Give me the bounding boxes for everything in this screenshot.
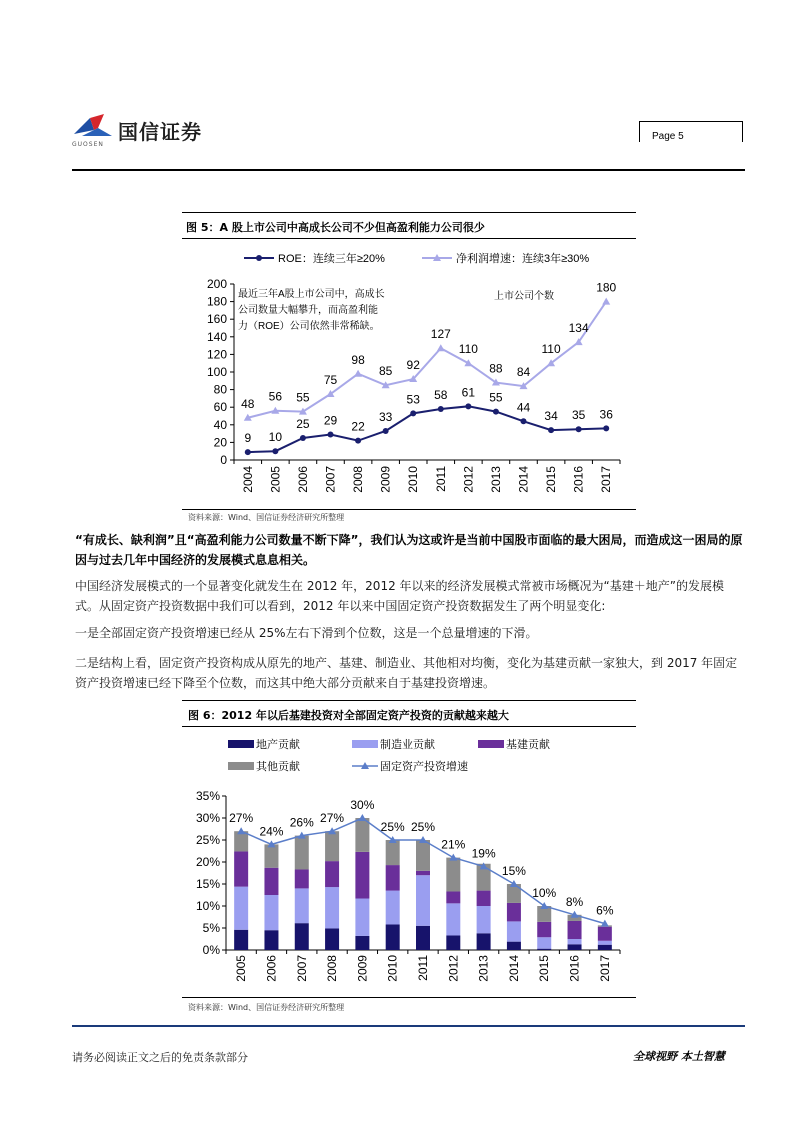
growth-data-label: 88 bbox=[489, 361, 503, 376]
x-tick-label: 2004 bbox=[240, 466, 255, 493]
legend-label: 其他贡献 bbox=[256, 761, 300, 773]
stacked-bar-segment bbox=[598, 945, 612, 950]
x-tick-label: 2015 bbox=[544, 466, 559, 493]
footer-slogan: 全球视野 本土智慧 bbox=[633, 1050, 725, 1063]
stacked-bar-segment bbox=[568, 939, 582, 944]
roe-data-point bbox=[521, 418, 527, 424]
paragraph-development-model: 中国经济发展模式的一个显著变化就发生在 2012 年，2012 年以来的经济发展模式常被市场概况为“基建＋地产”的发展模式。从固定资产投资数据中我们可以看到，2012 年以来中国固定资产投资数据发生了两个明显变化: bbox=[75, 579, 724, 613]
legend-swatch bbox=[352, 740, 378, 748]
stacked-bar-segment bbox=[386, 924, 400, 950]
chart-annotation-line: 力（ROE）公司依然非常稀缺。 bbox=[238, 321, 380, 332]
roe-data-label: 33 bbox=[378, 409, 393, 424]
paragraph-bold-intro: “有成长、缺利润”且“高盈利能力公司数量不断下降”，我们认为这或许是当前中国股市面临的最大困局，而造成这一困局的原因与过去几年中国经济的发展模式息息相关。 bbox=[75, 533, 743, 567]
x-tick-label: 2006 bbox=[295, 466, 310, 493]
roe-data-label: 36 bbox=[599, 407, 613, 422]
stacked-bar-segment bbox=[325, 928, 339, 950]
investment-growth-label: 6% bbox=[596, 903, 614, 918]
y-tick-label: 10% bbox=[195, 899, 220, 913]
figure6-title-rule bbox=[182, 726, 636, 727]
stacked-bar-segment bbox=[234, 851, 248, 886]
x-tick-label: 2005 bbox=[268, 466, 283, 493]
stacked-bar-segment bbox=[477, 933, 491, 950]
x-tick-label: 2011 bbox=[416, 955, 430, 981]
stacked-bar-segment bbox=[355, 852, 369, 899]
stacked-bar-segment bbox=[325, 887, 339, 928]
y-tick-label: 120 bbox=[206, 347, 227, 362]
stacked-bar-segment bbox=[598, 941, 612, 945]
investment-growth-label: 24% bbox=[259, 824, 284, 839]
legend-label: 基建贡献 bbox=[506, 739, 550, 751]
company-logo-sub: GUOSEN bbox=[72, 141, 104, 148]
y-tick-label: 35% bbox=[195, 789, 220, 803]
stacked-bar-segment bbox=[264, 895, 278, 930]
figure5-source: 资料来源：Wind、国信证券经济研究所整理 bbox=[188, 513, 345, 522]
y-tick-label: 25% bbox=[195, 833, 220, 847]
growth-data-point bbox=[602, 298, 610, 305]
x-tick-label: 2005 bbox=[234, 955, 249, 982]
y-tick-label: 180 bbox=[206, 294, 227, 309]
x-tick-label: 2016 bbox=[571, 466, 586, 493]
stacked-bar-segment bbox=[264, 868, 278, 895]
stacked-bar-segment bbox=[416, 875, 430, 926]
stacked-bar-segment bbox=[386, 840, 400, 865]
x-tick-label: 2013 bbox=[488, 466, 503, 493]
figure6-chart bbox=[182, 730, 638, 996]
investment-growth-label: 26% bbox=[289, 815, 314, 830]
stacked-bar-segment bbox=[537, 937, 551, 948]
x-tick-label: 2009 bbox=[355, 955, 370, 982]
roe-data-point bbox=[383, 428, 389, 434]
y-tick-label: 100 bbox=[206, 365, 227, 379]
roe-data-label: 53 bbox=[406, 392, 420, 407]
guosen-logo-mark bbox=[72, 112, 116, 142]
stacked-bar-segment bbox=[537, 949, 551, 950]
growth-data-label: 110 bbox=[458, 342, 478, 357]
header-divider bbox=[72, 169, 745, 171]
legend-growth-label: 净利润增速：连续3年≥30% bbox=[456, 253, 590, 265]
investment-growth-label: 10% bbox=[532, 886, 557, 900]
x-tick-label: 2007 bbox=[323, 466, 338, 493]
stacked-bar-segment bbox=[446, 903, 460, 935]
growth-data-label: 56 bbox=[268, 389, 283, 404]
investment-growth-label: 19% bbox=[471, 846, 496, 861]
stacked-bar-segment bbox=[295, 869, 309, 888]
legend-swatch bbox=[228, 740, 254, 748]
x-tick-label: 2017 bbox=[599, 466, 614, 493]
growth-data-label: 98 bbox=[351, 352, 365, 367]
figure6-top-rule bbox=[182, 700, 636, 701]
investment-growth-point bbox=[510, 880, 518, 887]
roe-data-label: 61 bbox=[461, 385, 476, 400]
growth-data-label: 110 bbox=[541, 342, 561, 357]
y-tick-label: 80 bbox=[213, 382, 227, 397]
stacked-bar-segment bbox=[264, 930, 278, 950]
figure5-top-rule bbox=[182, 212, 636, 213]
stacked-bar-segment bbox=[355, 936, 369, 950]
y-tick-label: 20% bbox=[195, 855, 220, 869]
legend-label: 固定资产投资增速 bbox=[380, 761, 468, 773]
legend-swatch bbox=[478, 740, 504, 748]
growth-data-label: 180 bbox=[596, 280, 617, 295]
chart-annotation-line: 公司数量大幅攀升，而高盈利能 bbox=[238, 305, 378, 316]
investment-growth-label: 21% bbox=[441, 837, 466, 852]
paragraph-point-two: 二是结构上看，固定资产投资构成从原先的地产、基建、制造业、其他相对均衡，变化为基建贡献一家独大，到 2017 年固定资产投资增速已经下降至个位数，而这其中绝大部分贡献来自于基建投资增速。 bbox=[75, 656, 738, 690]
x-tick-label: 2007 bbox=[294, 955, 309, 982]
roe-data-label: 55 bbox=[489, 390, 503, 405]
legend-roe-marker bbox=[256, 255, 262, 261]
stacked-bar-segment bbox=[416, 926, 430, 950]
page-number-box: Page 5 bbox=[639, 121, 743, 142]
x-tick-label: 2009 bbox=[378, 466, 393, 493]
figure5-title: 图 5：A 股上市公司中高成长公司不少但高盈利能力公司很少 bbox=[186, 221, 485, 234]
stacked-bar-segment bbox=[446, 858, 460, 892]
stacked-bar-segment bbox=[325, 861, 339, 887]
paragraph-point-one: 一是全部固定资产投资增速已经从 25%左右下滑到个位数，这是一个总量增速的下滑。 bbox=[75, 626, 538, 640]
investment-growth-point bbox=[358, 814, 366, 821]
roe-data-label: 34 bbox=[544, 409, 558, 424]
x-tick-label: 2012 bbox=[461, 466, 476, 493]
roe-data-point bbox=[355, 438, 361, 444]
investment-growth-label: 8% bbox=[565, 894, 584, 909]
roe-data-point bbox=[300, 435, 306, 441]
stacked-bar-segment bbox=[477, 891, 491, 906]
stacked-bar-segment bbox=[598, 927, 612, 941]
growth-data-label: 85 bbox=[378, 364, 393, 379]
stacked-bar-segment bbox=[234, 930, 248, 950]
figure6-source: 资料来源：Wind、国信证券经济研究所整理 bbox=[188, 1003, 345, 1012]
growth-data-label: 92 bbox=[406, 358, 420, 373]
y-tick-label: 30% bbox=[195, 811, 220, 825]
stacked-bar-segment bbox=[234, 887, 248, 930]
roe-data-label: 29 bbox=[323, 413, 338, 428]
investment-growth-label: 30% bbox=[350, 798, 375, 812]
y-tick-label: 200 bbox=[206, 277, 227, 291]
y-tick-label: 40 bbox=[213, 417, 227, 432]
stacked-bar-segment bbox=[355, 818, 369, 852]
investment-growth-point bbox=[237, 827, 245, 834]
stacked-bar-segment bbox=[477, 906, 491, 933]
stacked-bar-segment bbox=[295, 923, 309, 950]
roe-data-point bbox=[548, 427, 554, 433]
y-tick-label: 140 bbox=[206, 329, 227, 344]
roe-data-label: 25 bbox=[296, 417, 310, 431]
y-tick-label: 20 bbox=[213, 435, 227, 450]
stacked-bar-segment bbox=[446, 935, 460, 950]
investment-growth-label: 27% bbox=[229, 811, 254, 826]
investment-growth-label: 15% bbox=[501, 864, 526, 878]
roe-data-point bbox=[493, 409, 499, 415]
stacked-bar-segment bbox=[295, 836, 309, 870]
x-tick-label: 2008 bbox=[351, 466, 366, 493]
roe-data-point bbox=[603, 425, 609, 431]
y-tick-label: 60 bbox=[213, 400, 227, 415]
legend-label: 地产贡献 bbox=[256, 739, 300, 751]
figure5-bottom-rule bbox=[182, 509, 636, 510]
stacked-bar-segment bbox=[325, 831, 339, 861]
stacked-bar-segment bbox=[507, 921, 521, 941]
stacked-bar-segment bbox=[446, 891, 460, 903]
x-tick-label: 2013 bbox=[476, 955, 491, 982]
x-tick-label: 2010 bbox=[385, 955, 400, 982]
figure6-bottom-rule bbox=[182, 997, 636, 998]
stacked-bar-segment bbox=[234, 831, 248, 851]
x-tick-label: 2010 bbox=[406, 466, 421, 493]
stacked-bar-segment bbox=[568, 944, 582, 950]
x-tick-label: 2008 bbox=[325, 955, 340, 982]
roe-data-label: 44 bbox=[516, 400, 531, 415]
roe-data-point bbox=[328, 431, 334, 437]
investment-growth-point bbox=[449, 854, 457, 861]
x-tick-label: 2015 bbox=[537, 955, 552, 982]
x-tick-label: 2017 bbox=[597, 955, 612, 982]
stacked-bar-segment bbox=[416, 840, 430, 871]
legend-roe-label: ROE：连续三年≥20% bbox=[278, 253, 385, 265]
growth-data-label: 134 bbox=[568, 321, 589, 336]
company-logo-text: 国信证券 bbox=[118, 120, 202, 144]
roe-data-label: 10 bbox=[268, 430, 283, 445]
roe-data-label: 22 bbox=[351, 419, 365, 434]
roe-data-point bbox=[576, 426, 582, 432]
growth-data-label: 127 bbox=[430, 327, 451, 342]
x-tick-label: 2016 bbox=[567, 955, 582, 982]
legend-label: 制造业贡献 bbox=[380, 739, 435, 751]
investment-growth-label: 25% bbox=[410, 820, 436, 834]
x-tick-label: 2012 bbox=[446, 955, 461, 982]
growth-data-point bbox=[437, 344, 445, 351]
roe-data-point bbox=[410, 410, 416, 416]
growth-data-label: 55 bbox=[296, 390, 310, 405]
footer-divider bbox=[72, 1025, 745, 1027]
stacked-bar-segment bbox=[507, 942, 521, 950]
x-tick-label: 2014 bbox=[516, 466, 531, 493]
y-tick-label: 0 bbox=[220, 453, 227, 467]
growth-data-label: 48 bbox=[241, 396, 255, 411]
figure6-title: 图 6：2012 年以后基建投资对全部固定资产投资的贡献越来越大 bbox=[188, 709, 509, 722]
y-tick-label: 0% bbox=[202, 943, 220, 957]
stacked-bar-segment bbox=[295, 888, 309, 923]
x-tick-label: 2006 bbox=[264, 955, 279, 982]
x-tick-label: 2014 bbox=[506, 955, 521, 982]
y-tick-label: 15% bbox=[195, 877, 220, 891]
roe-data-label: 35 bbox=[571, 408, 586, 423]
roe-data-label: 58 bbox=[434, 387, 448, 402]
growth-data-point bbox=[354, 370, 362, 377]
roe-data-point bbox=[438, 406, 444, 412]
roe-data-point bbox=[245, 449, 251, 455]
roe-data-point bbox=[465, 403, 471, 409]
growth-data-label: 75 bbox=[323, 373, 338, 387]
figure5-title-rule bbox=[182, 238, 636, 239]
footer-disclaimer: 请务必阅读正文之后的免责条款部分 bbox=[72, 1051, 248, 1064]
x-tick-label: 2011 bbox=[433, 466, 448, 492]
legend-swatch bbox=[228, 762, 254, 770]
stacked-bar-segment bbox=[386, 865, 400, 891]
stacked-bar-segment bbox=[568, 921, 582, 939]
chart-annotation-line: 最近三年A股上市公司中，高成长 bbox=[238, 289, 385, 300]
growth-data-label: 84 bbox=[516, 365, 531, 380]
stacked-bar-segment bbox=[264, 844, 278, 867]
stacked-bar-segment bbox=[386, 891, 400, 925]
investment-growth-label: 25% bbox=[380, 820, 405, 834]
figure5-chart bbox=[182, 240, 638, 508]
chart-annotation-right: 上市公司个数 bbox=[494, 291, 554, 302]
stacked-bar-segment bbox=[507, 903, 521, 921]
y-tick-label: 5% bbox=[202, 921, 220, 935]
stacked-bar-segment bbox=[537, 922, 551, 937]
stacked-bar-segment bbox=[416, 871, 430, 875]
stacked-bar-segment bbox=[355, 899, 369, 936]
roe-data-point bbox=[272, 448, 278, 454]
roe-data-label: 9 bbox=[244, 431, 252, 446]
y-tick-label: 160 bbox=[206, 312, 227, 327]
investment-growth-label: 27% bbox=[320, 811, 345, 826]
